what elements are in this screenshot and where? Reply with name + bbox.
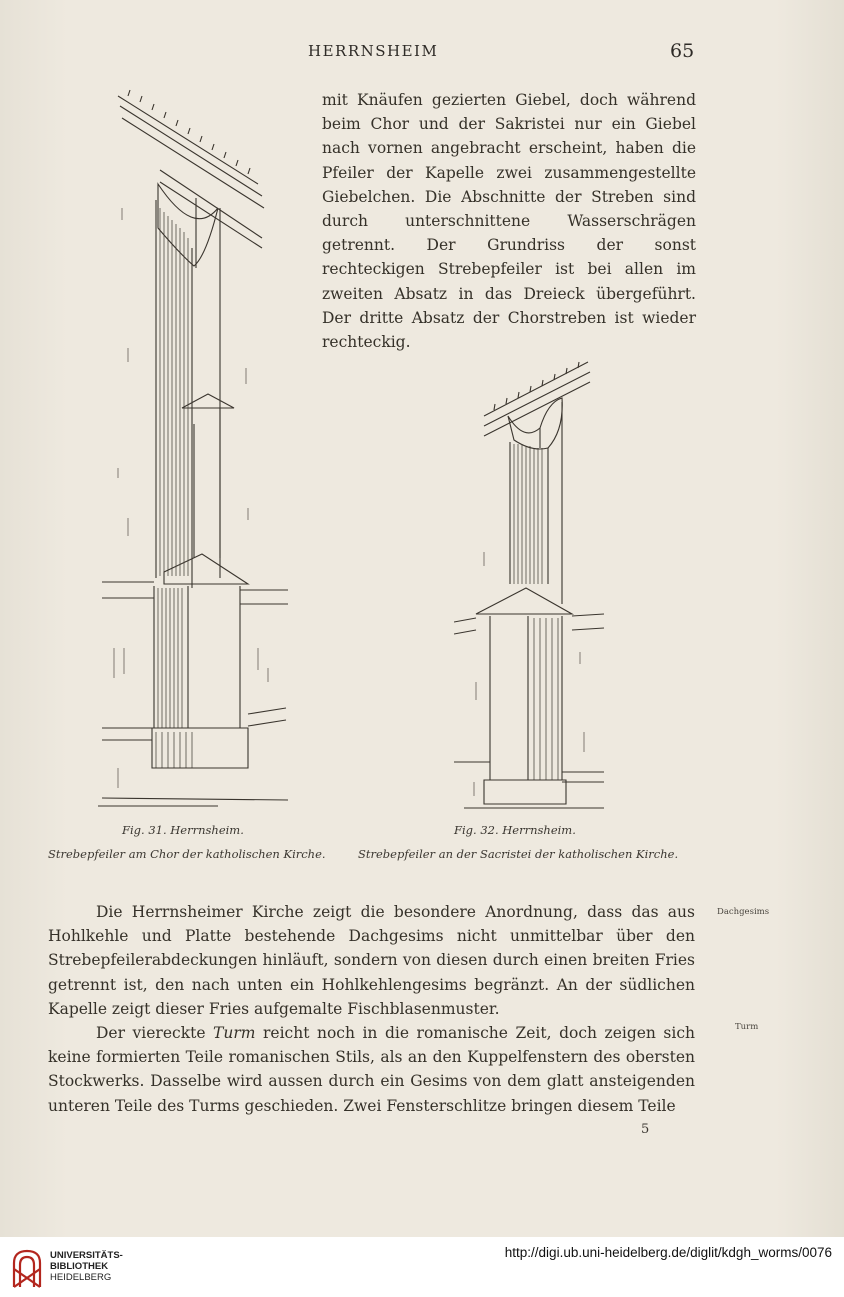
paragraph-turm-italic: Turm — [213, 1024, 256, 1043]
buttress-drawing-chor — [98, 88, 290, 810]
logo-line-2: BIBLIOTHEK — [50, 1261, 109, 1272]
paragraph-turm — [48, 1021, 695, 1118]
figure-32-illustration — [454, 352, 610, 814]
logo-line-1: UNIVERSITÄTS- — [50, 1250, 123, 1261]
source-url-link[interactable]: http://digi.ub.uni-heidelberg.de/diglit/kdgh_worms/0076 — [504, 1245, 832, 1260]
library-logo-icon — [10, 1247, 44, 1293]
page-number: 65 — [670, 40, 695, 62]
figure-32-label: Fig. 32. Herrnsheim. — [454, 823, 576, 837]
paragraph-dachgesims: Die Herrnsheimer Kirche zeigt die besondere Anordnung, dass das aus Hohlkehle und Platte bestehende Dachgesims nicht unmittelbar über den Strebepfeilerabdeckungen hinläuft, sondern von diesen durch einen breiten Fries getrennt ist, den nach unten ein Hohlkehlengesims begränzt. An der südlichen Kapelle zeigt dieser Fries aufgemalte Fischblasenmuster. — [48, 903, 695, 1018]
signature-mark: 5 — [641, 1122, 650, 1137]
figure-31-label: Fig. 31. Herrnsheim. — [122, 823, 244, 837]
buttress-drawing-sacristei — [454, 352, 610, 814]
running-title: HERRNSHEIM — [308, 42, 439, 60]
figure-32-caption: Strebepfeiler an der Sacristei der katholischen Kirche. — [358, 847, 679, 861]
body-text — [48, 900, 695, 1118]
library-footer — [0, 1237, 844, 1297]
library-logo-text — [50, 1250, 123, 1283]
running-header — [0, 42, 844, 66]
paragraph-turm-start: Der viereckte — [96, 1024, 214, 1043]
margin-note-turm: Turm — [735, 1022, 759, 1032]
paragraph-turm-rest: reicht noch in die romanische Zeit, doch zeigen sich keine formierten Teile romanischen Stils, als an den Kuppelfenstern des obersten Stockwerks. Dasselbe wird aussen durch ein Gesims von dem glatt ansteigenden unteren Teile des Turms geschieden. Zwei Fensterschlitze bringen diesem Teile — [48, 1024, 696, 1115]
figure-31-illustration — [98, 88, 290, 810]
logo-line-3: HEIDELBERG — [50, 1272, 112, 1283]
figure-31-caption: Strebepfeiler am Chor der katholischen Kirche. — [48, 847, 326, 861]
right-column-paragraph: mit Knäufen gezierten Giebel, doch während beim Chor und der Sakristei nur ein Giebel nach vornen angebracht erscheint, haben die Pfeiler der Kapelle zwei zusammengestellte Giebelchen. Die Abschnitte der Streben sind durch unterschnittene Wasserschrägen getrennt. Der Grundriss der sonst rechteckigen Strebepfeiler ist bei allen im zweiten Absatz in das Dreieck übergeführt. Der dritte Absatz der Chorstreben ist wieder rechteckig. — [322, 91, 696, 352]
margin-note-dachgesims: Dachgesims — [717, 907, 770, 917]
right-column-text — [322, 88, 696, 354]
